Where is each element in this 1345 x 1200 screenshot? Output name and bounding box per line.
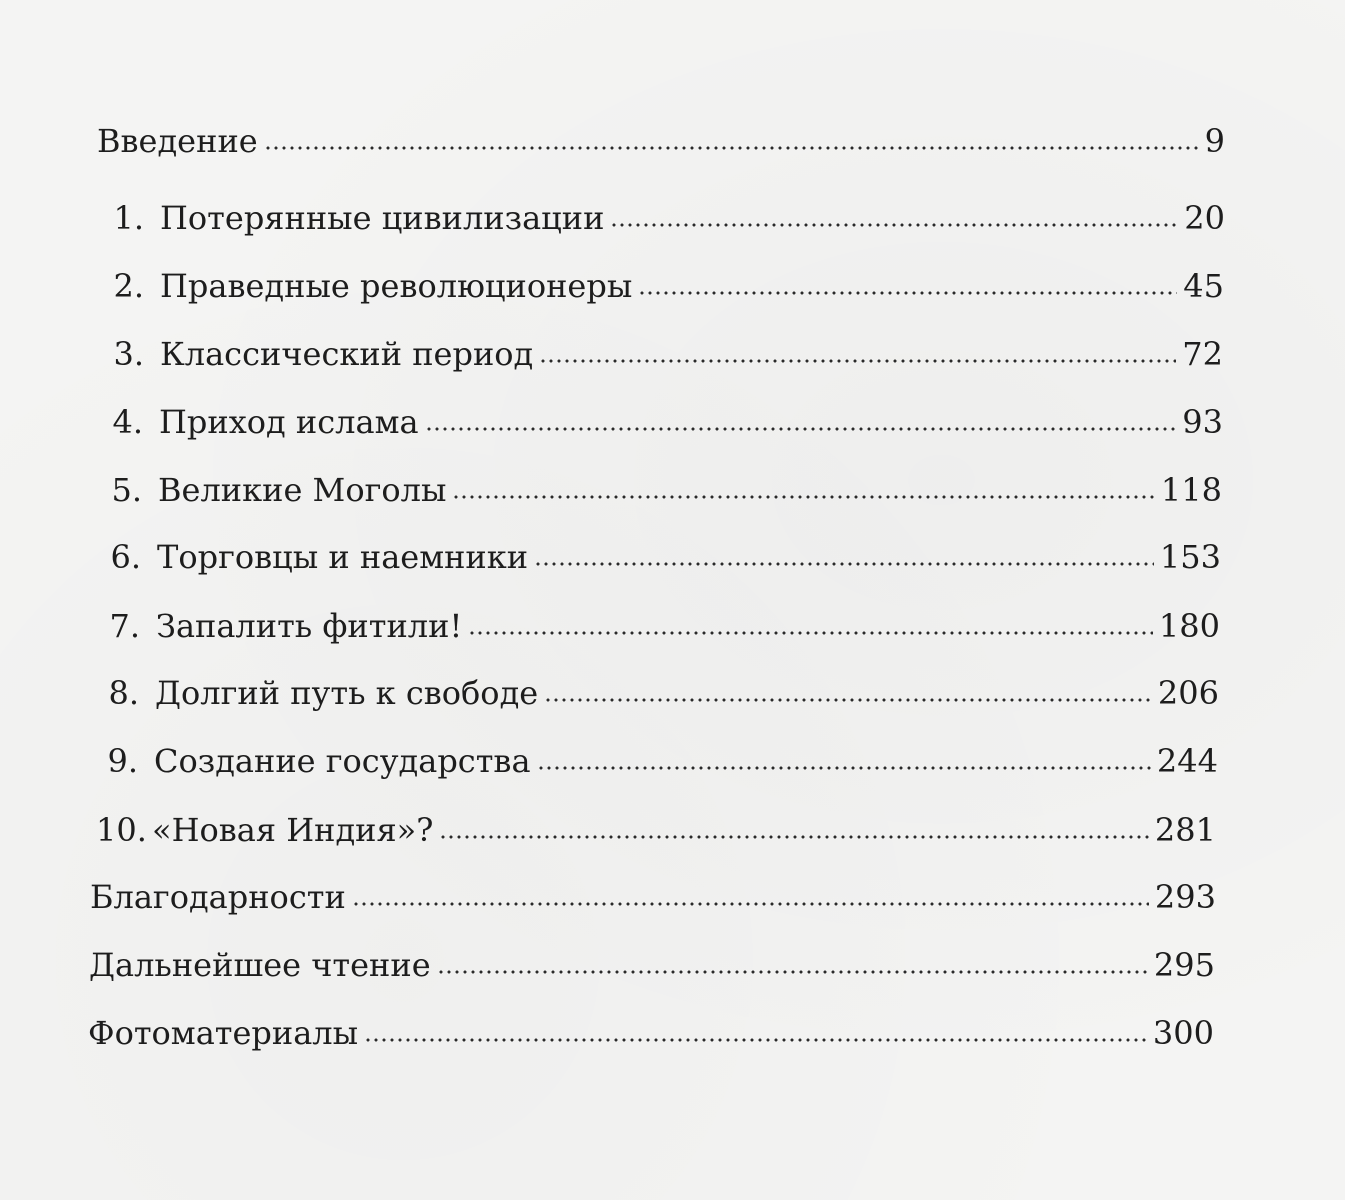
toc-entry-title: Фотоматериалы [88,1014,359,1052]
toc-entry-introduction [97,116,1225,166]
dot-leader [264,146,1199,150]
toc-entry-chapter-3 [104,329,1223,379]
toc-entry-number: 7. [109,607,140,645]
toc-entry-number: 3. [113,335,144,373]
toc-entry-number: 10. [96,811,147,849]
toc-entry-title: Великие Моголы [158,471,447,509]
toc-entry-title: Праведные революционеры [160,267,633,305]
toc-entry-acknowledgements [90,872,1216,922]
toc-entry-chapter-4 [103,397,1223,447]
toc-entry-chapter-10 [96,805,1216,855]
dot-leader [539,359,1176,363]
toc-entry-number: 8. [108,674,139,712]
toc-entry-title: Благодарности [90,878,346,916]
toc-entry-page: 281 [1154,811,1216,849]
dot-leader [425,427,1177,431]
toc-entry-title: Потерянные цивилизации [160,199,605,237]
toc-entry-page: 20 [1184,199,1225,237]
dot-leader [537,766,1151,770]
toc-entry-number: 4. [112,403,143,441]
toc-entry-number: 2. [113,267,144,305]
toc-entry-title: Дальнейшее чтение [89,946,431,984]
toc-entry-photos [88,1008,1214,1058]
dot-leader [452,495,1155,499]
dot-leader [439,835,1149,839]
toc-entry-number: 1. [113,199,144,237]
toc-entry-page: 293 [1154,878,1216,916]
toc-entry-page: 180 [1158,607,1220,645]
toc-entry-page: 153 [1159,538,1221,576]
toc-entry-number: 6. [110,538,141,576]
toc-entry-title: Приход ислама [159,403,419,441]
toc-entry-title: Классический период [160,335,534,373]
toc-entry-page: 244 [1156,742,1218,780]
toc-entry-title: Введение [97,122,258,160]
toc-entry-page: 45 [1183,267,1224,305]
dot-leader [468,631,1153,635]
dot-leader [352,902,1149,906]
toc-entry-chapter-8 [99,668,1219,718]
toc-entry-title: «Новая Индия»? [152,811,434,849]
toc-entry-page: 295 [1153,946,1215,984]
toc-entry-title: Запалить фитили! [156,607,463,645]
toc-entry-title: Долгий путь к свободе [155,674,539,712]
toc-entry-chapter-9 [98,736,1218,786]
dot-leader [364,1038,1147,1042]
dot-leader [437,970,1148,974]
toc-entry-page: 72 [1182,335,1223,373]
toc-entry-page: 300 [1152,1014,1214,1052]
dot-leader [544,698,1152,702]
toc-entry-chapter-6 [101,532,1221,582]
toc-entry-page: 206 [1157,674,1219,712]
dot-leader [534,562,1154,566]
toc-entry-chapter-5 [102,465,1222,515]
toc-entry-number: 5. [111,471,142,509]
toc-entry-chapter-7 [100,601,1220,651]
toc-entry-further-reading [89,940,1215,990]
toc-entry-page: 93 [1182,403,1223,441]
toc-entry-chapter-1 [104,193,1225,243]
dot-leader [638,291,1177,295]
toc-entry-chapter-2 [104,261,1224,311]
toc-entry-page: 118 [1160,471,1222,509]
toc-entry-title: Торговцы и наемники [157,538,529,576]
dot-leader [610,223,1178,227]
toc-entry-number: 9. [107,742,138,780]
toc-entry-title: Создание государства [154,742,531,780]
toc-entry-page: 9 [1204,122,1225,160]
